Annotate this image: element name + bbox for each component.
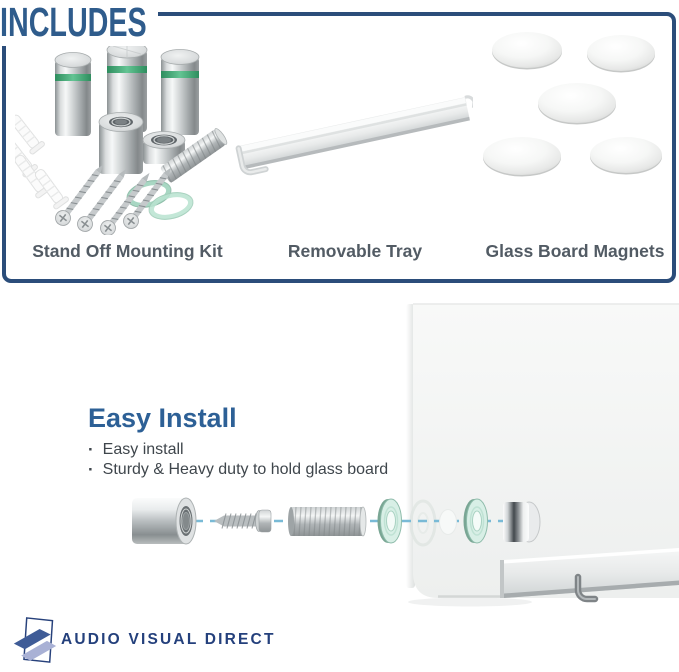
bullet-text: Easy install — [102, 441, 184, 458]
easy-install-bullets — [88, 440, 388, 479]
easy-install-block — [88, 402, 388, 479]
bullet-item — [88, 460, 388, 480]
brand-name: AUDIO VISUAL DIRECT — [61, 631, 276, 648]
avd-logo-icon — [12, 612, 58, 668]
glass-washer-outer — [464, 499, 488, 543]
glass-board-magnets-image — [470, 24, 670, 184]
label-glass-board-magnets: Glass Board Magnets — [485, 241, 665, 261]
bullet-item — [88, 440, 388, 460]
includes-title-text: INCLUDES — [0, 0, 147, 45]
standoff-barrel — [132, 498, 196, 544]
brand-logo — [12, 612, 276, 668]
label-standoff-mounting-kit: Stand Off Mounting Kit — [32, 241, 223, 261]
glass-washer-inner — [378, 499, 402, 543]
mounting-screw — [214, 510, 271, 532]
includes-title — [0, 0, 158, 46]
standoff-cap — [503, 502, 540, 542]
label-removable-tray: Removable Tray — [287, 241, 423, 261]
bullet-dot: · — [88, 440, 94, 459]
standoff-mounting-kit-image — [15, 40, 230, 235]
threaded-stud — [288, 507, 366, 536]
removable-tray-image — [228, 86, 473, 194]
bullet-text: Sturdy & Heavy duty to hold glass board — [102, 460, 389, 478]
bullet-dot: · — [88, 459, 94, 479]
spacer-washer — [440, 510, 457, 535]
easy-install-title: Easy Install — [88, 403, 237, 433]
